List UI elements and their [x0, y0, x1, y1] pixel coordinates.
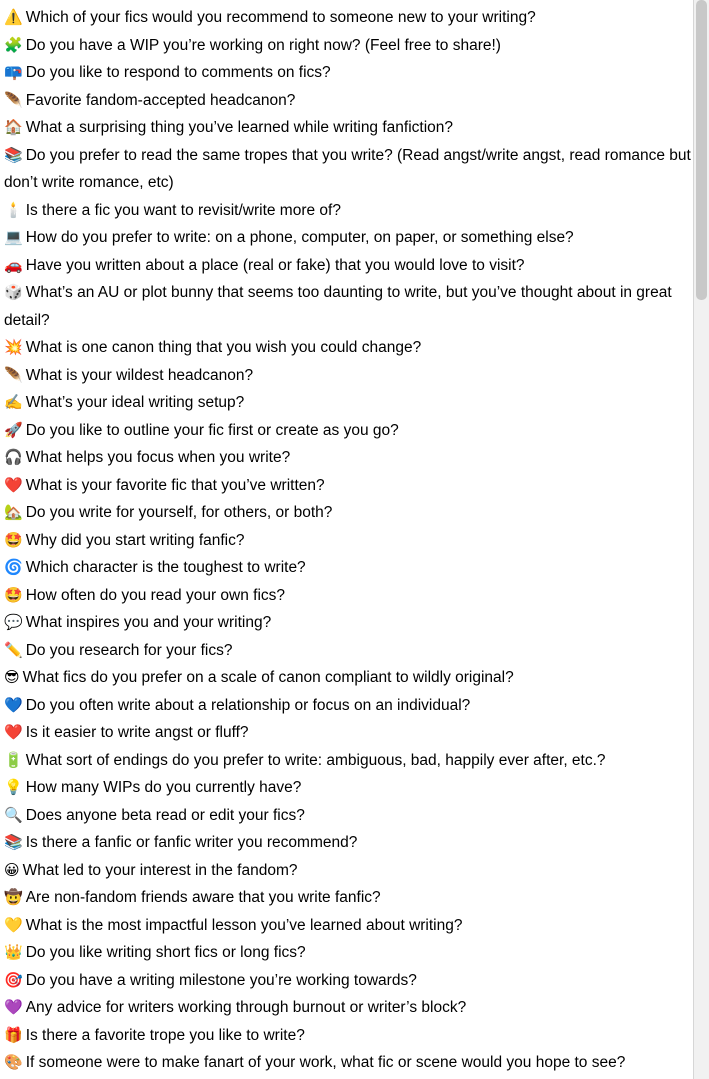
list-item: [4, 939, 691, 967]
speech-balloon-icon: 💬: [4, 613, 23, 631]
question-text: Does anyone beta read or edit your fics?: [25, 806, 305, 824]
yellow-heart-icon: 💛: [4, 915, 23, 934]
scrollbar-thumb[interactable]: [696, 0, 707, 300]
smiling-face-icon: 😀: [4, 860, 20, 879]
list-item: [4, 334, 691, 362]
question-text: Any advice for writers working through burnout or writer’s block?: [25, 999, 467, 1016]
list-item: [4, 417, 691, 445]
pen-icon: ✍️: [4, 393, 23, 411]
question-text: Do you like to outline your fic first or create as you go?: [25, 421, 399, 439]
question-text: Have you written about a place (real or fake) that you would love to visit?: [25, 256, 525, 274]
question-text: Favorite fandom-accepted headcanon?: [25, 91, 296, 109]
question-text: Do you like writing short fics or long fics?: [25, 944, 306, 961]
list-item: [4, 142, 691, 197]
list-item: [4, 664, 691, 692]
direct-hit-icon: 🎯: [4, 970, 23, 989]
house-icon: 🏡: [4, 503, 23, 521]
pencil-icon: ✏️: [4, 640, 23, 659]
collision-icon: 💥: [4, 338, 23, 356]
question-text: What’s an AU or plot bunny that seems too daunting to write, but you’ve thought about in great detail?: [4, 284, 672, 329]
list-item: [4, 499, 691, 527]
list-item: [4, 4, 691, 32]
question-text: Is there a favorite trope you like to write?: [25, 1026, 305, 1044]
list-item: [4, 279, 691, 334]
magnifying-glass-icon: 🔍: [4, 805, 23, 824]
question-text: What sort of endings do you prefer to write: ambiguous, bad, happily ever after, etc.?: [25, 751, 606, 769]
question-text: Is there a fanfic or fanfic writer you recommend?: [25, 834, 358, 851]
question-text: Which character is the toughest to write?: [25, 559, 306, 576]
cowboy-face-icon: 🤠: [4, 888, 23, 906]
question-text: Why did you start writing fanfic?: [25, 531, 245, 549]
list-item: [4, 362, 691, 390]
purple-heart-icon: 💜: [4, 998, 23, 1016]
headphones-icon: 🎧: [4, 448, 23, 466]
books-icon: 📚: [4, 833, 23, 851]
list-item: [4, 32, 691, 60]
question-text: What a surprising thing you’ve learned while writing fanfiction?: [25, 119, 454, 136]
list-item: [4, 912, 691, 940]
feather-icon: 🪶: [4, 365, 23, 384]
question-text: What is your wildest headcanon?: [25, 366, 254, 384]
question-text: How many WIPs do you currently have?: [25, 779, 302, 796]
laptop-icon: 💻: [4, 228, 23, 246]
list-item: [4, 582, 691, 610]
dice-icon: 🎲: [4, 283, 23, 301]
puzzle-piece-icon: 🧩: [4, 35, 23, 54]
sparkle-face-icon: 🤩: [4, 585, 23, 604]
question-text: Are non-fandom friends aware that you write fanfic?: [25, 889, 381, 906]
list-item: [4, 774, 691, 802]
question-text: If someone were to make fanart of your work, what fic or scene would you hope to see?: [25, 1054, 626, 1071]
gift-icon: 🎁: [4, 1025, 23, 1044]
question-text: Do you prefer to read the same tropes that you write? (Read angst/write angst, read romance but don’t write romance, etc): [4, 146, 691, 191]
question-text: Which of your fics would you recommend to someone new to your writing?: [25, 9, 536, 26]
question-text: Do you research for your fics?: [25, 641, 233, 659]
warning-triangle-icon: ⚠️: [4, 8, 23, 26]
list-item: [4, 802, 691, 830]
list-item: [4, 114, 691, 142]
question-text: What is one canon thing that you wish you could change?: [25, 339, 422, 356]
feather-icon: 🪶: [4, 90, 23, 109]
list-item: [4, 857, 691, 885]
list-item: [4, 637, 691, 665]
books-icon: 📚: [4, 145, 23, 164]
question-text: What’s your ideal writing setup?: [25, 394, 245, 411]
question-text: Is it easier to write angst or fluff?: [25, 724, 249, 741]
list-item: [4, 994, 691, 1022]
spiral-icon: 🌀: [4, 558, 23, 576]
question-text: Do you write for yourself, for others, or both?: [25, 504, 333, 521]
star-struck-icon: 🤩: [4, 530, 23, 549]
list-item: [4, 444, 691, 472]
question-text: What helps you focus when you write?: [25, 449, 291, 466]
house-icon: 🏠: [4, 118, 23, 136]
battery-icon: 🔋: [4, 750, 23, 769]
list-item: [4, 609, 691, 637]
list-item: [4, 719, 691, 747]
list-item: [4, 527, 691, 555]
artist-palette-icon: 🎨: [4, 1053, 23, 1071]
question-text: Do you like to respond to comments on fics?: [25, 64, 331, 81]
list-item: [4, 967, 691, 995]
list-item: [4, 389, 691, 417]
list-item: [4, 554, 691, 582]
list-item: [4, 472, 691, 500]
car-icon: 🚗: [4, 255, 23, 274]
list-item: [4, 197, 691, 225]
light-bulb-icon: 💡: [4, 778, 23, 796]
list-item: [4, 829, 691, 857]
question-text: What is the most impactful lesson you’ve learned about writing?: [25, 916, 463, 934]
question-text: What inspires you and your writing?: [25, 614, 272, 631]
blue-heart-icon: 💙: [4, 695, 23, 714]
list-item: [4, 87, 691, 115]
rocket-icon: 🚀: [4, 420, 23, 439]
question-text: Is there a fic you want to revisit/write more of?: [25, 201, 341, 219]
list-item: [4, 59, 691, 87]
list-item: [4, 224, 691, 252]
list-item: [4, 1022, 691, 1050]
question-text: How do you prefer to write: on a phone, computer, on paper, or something else?: [25, 229, 574, 246]
question-text: Do you often write about a relationship or focus on an individual?: [25, 696, 471, 714]
question-text: How often do you read your own fics?: [25, 586, 286, 604]
list-item: [4, 1049, 691, 1077]
crown-icon: 👑: [4, 943, 23, 961]
list-item: [4, 692, 691, 720]
question-text: What fics do you prefer on a scale of canon compliant to wildly original?: [22, 669, 514, 686]
vertical-scrollbar[interactable]: [693, 0, 709, 1079]
list-item: [4, 884, 691, 912]
sunglasses-face-icon: 😎: [4, 668, 20, 686]
mailbox-icon: 📪: [4, 63, 23, 81]
list-item: [4, 252, 691, 280]
list-item: [4, 747, 691, 775]
question-text: What is your favorite fic that you’ve written?: [25, 476, 325, 494]
question-text: Do you have a writing milestone you’re working towards?: [25, 971, 417, 989]
lamp-icon: 🕯️: [4, 200, 23, 219]
question-text: What led to your interest in the fandom?: [22, 861, 298, 879]
red-heart-icon: ❤️: [4, 475, 23, 494]
question-text: Do you have a WIP you’re working on right now? (Feel free to share!): [25, 36, 501, 54]
red-heart-icon: ❤️: [4, 723, 23, 741]
